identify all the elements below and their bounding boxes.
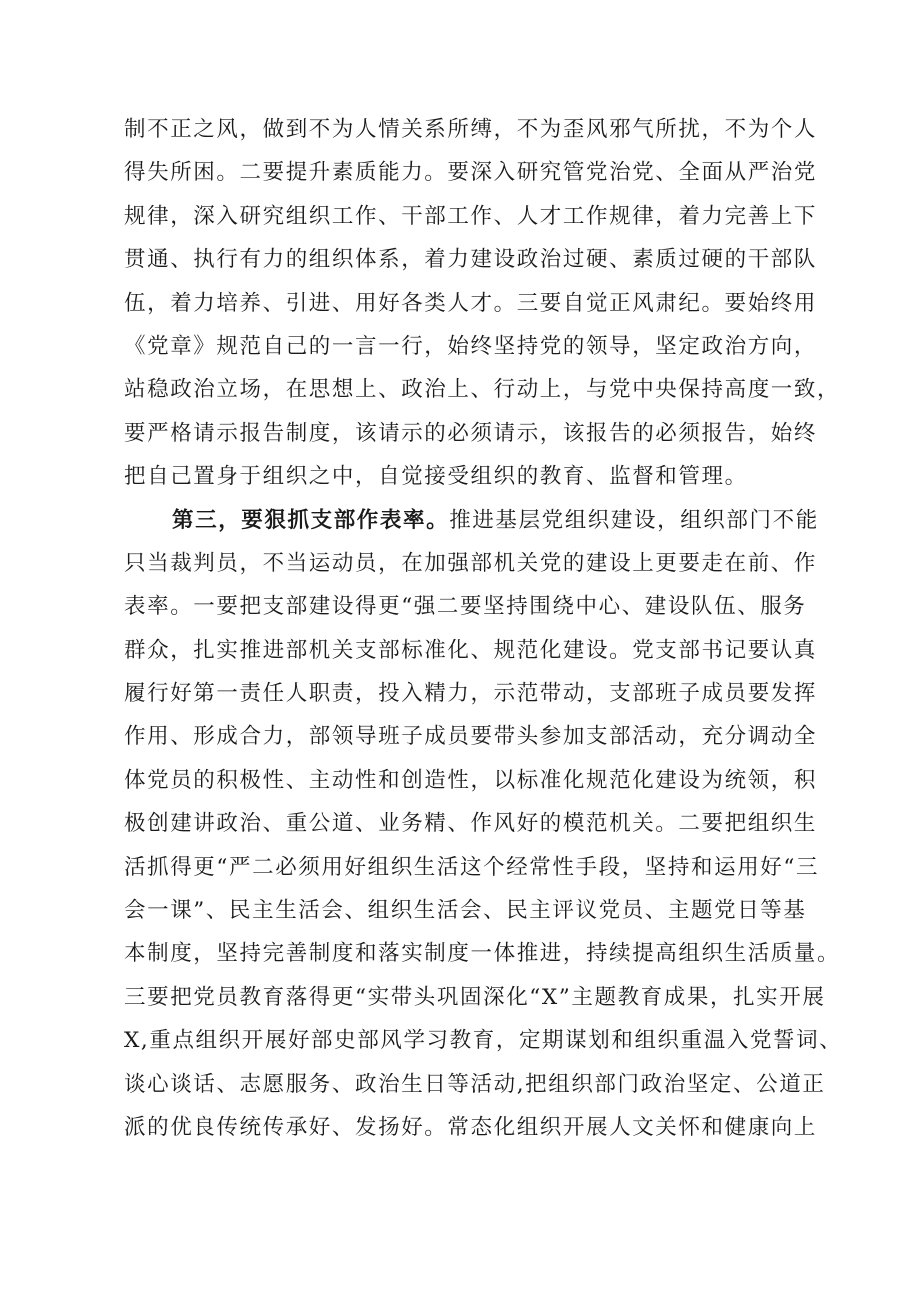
text-line: 活抓得更“严二必须用好组织生活这个经常性手段，坚持和运用好“三 <box>124 854 820 880</box>
text-line: 贯通、执行有力的组织体系，着力建设政治过硬、素质过硬的干部队 <box>124 247 818 273</box>
text-line: 谈心谈话、志愿服务、政治生日等活动,把组织部门政治坚定、公道正 <box>124 1071 826 1097</box>
text-line: 伍，着力培养、引进、用好各类人才。三要自觉正风肃纪。要始终用 <box>124 290 818 316</box>
text-line: 履行好第一责任人职责，投入精力，示范带动，支部班子成员要发挥 <box>124 681 818 707</box>
text-line: 本制度，坚持完善制度和落实制度一体推进，持续提高组织生活质量。 <box>124 941 841 967</box>
text-line: 站稳政治立场，在思想上、政治上、行动上，与党中央保持高度一致， <box>124 377 841 403</box>
text-line: 派的优良传统传承好、发扬好。常态化组织开展人文关怀和健康向上 <box>124 1114 818 1140</box>
text-line: 群众，扎实推进部机关支部标准化、规范化建设。党支部书记要认真 <box>124 637 818 663</box>
text-line: 得失所困。二要提升素质能力。要深入研究管党治党、全面从严治党 <box>124 160 818 186</box>
text-line: 作用、形成合力，部领导班子成员要带头参加支部活动，充分调动全 <box>124 724 818 750</box>
section-heading: 第三，要狠抓支部作表率。 <box>172 507 450 533</box>
text-line: X,重点组织开展好部史部风学习教育，定期谋划和组织重温入党誓词、 <box>124 1028 843 1054</box>
text-line: 会一课”、民主生活会、组织生活会、民主评议党员、主题党日等基 <box>124 898 807 924</box>
text-line: 只当裁判员，不当运动员，在加强部机关党的建设上更要走在前、作 <box>124 550 818 576</box>
text-line: 三要把党员教育落得更“实带头巩固深化“X”主题教育成果，扎实开展 <box>124 984 826 1010</box>
text-line: 制不正之风，做到不为人情关系所缚，不为歪风邪气所扰，不为个人 <box>124 117 818 142</box>
text-line: 要严格请示报告制度，该请示的必须请示，该报告的必须报告，始终 <box>124 420 818 446</box>
text-line: 规律，深入研究组织工作、干部工作、人才工作规律，着力完善上下 <box>124 203 818 229</box>
text-line: 表率。一要把支部建设得更“强二要坚持围绕中心、建设队伍、服务 <box>124 594 807 620</box>
text-line: 体党员的积极性、主动性和创造性，以标准化规范化建设为统领，积 <box>124 767 818 793</box>
heading-line-text: 推进基层党组织建设，组织部门不能 <box>449 507 819 533</box>
text-line: 把自己置身于组织之中，自觉接受组织的教育、监督和管理。 <box>124 464 748 490</box>
text-line: 极创建讲政治、重公道、业务精、作风好的模范机关。二要把组织生 <box>124 811 818 837</box>
document-body <box>124 108 843 1149</box>
text-line: 《党章》规范自己的一言一行，始终坚持党的领导，坚定政治方向， <box>124 333 818 359</box>
paragraph-first-line <box>124 499 819 542</box>
